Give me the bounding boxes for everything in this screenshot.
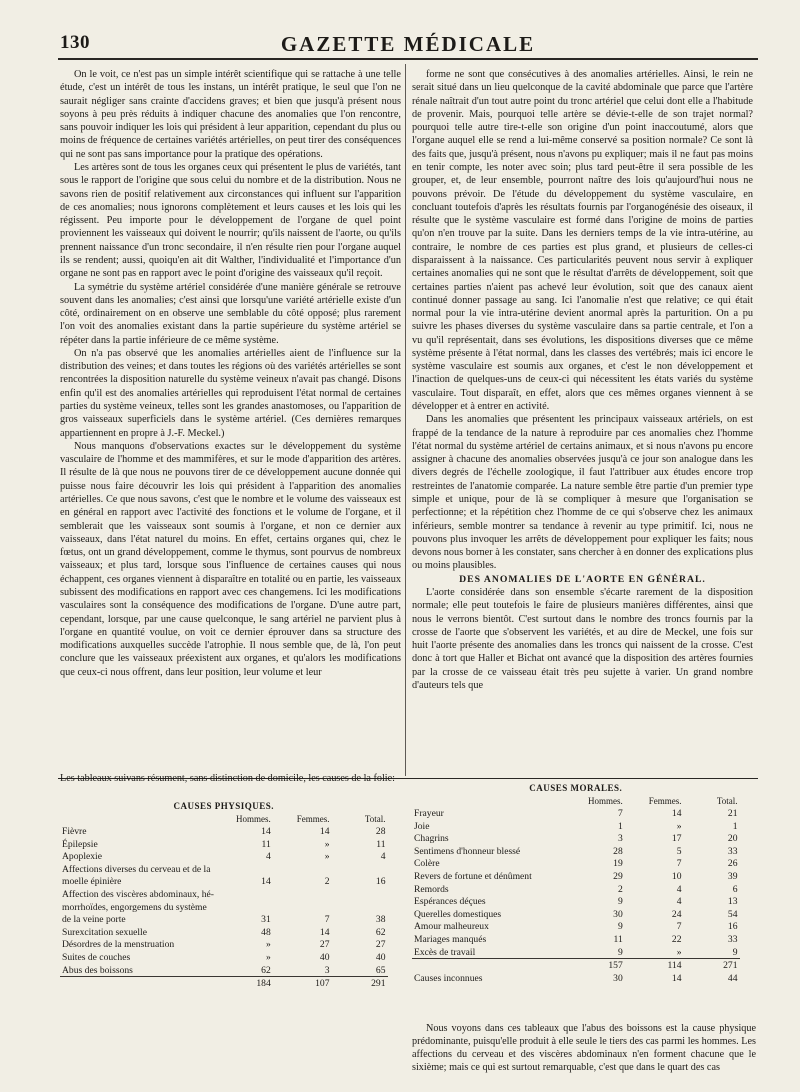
header-rule — [58, 58, 758, 60]
row-men: » — [265, 939, 271, 951]
table-row — [412, 807, 740, 820]
col-header-men: Hommes. — [236, 813, 271, 824]
row-total: 54 — [727, 908, 738, 920]
row-label: Mariages manqués — [414, 933, 487, 945]
row-sep — [684, 870, 706, 883]
row-men: 11 — [613, 933, 623, 945]
row-sep — [273, 838, 295, 851]
row-label: Querelles domestiques — [414, 908, 502, 920]
total-women: 107 — [295, 977, 332, 990]
journal-title: GAZETTE MÉDICALE — [280, 32, 536, 56]
row-women: » — [676, 946, 682, 958]
row-label: Apoplexie — [62, 851, 102, 863]
row-label: Espérances déçues — [414, 896, 486, 908]
row-sep — [684, 807, 706, 820]
row-men: 4 — [265, 851, 271, 863]
row-total: 33 — [727, 845, 738, 857]
row-total: 28 — [375, 825, 386, 837]
row-label: Affection des viscères abdominaux, hé- — [62, 888, 214, 900]
row-label: morrhoïdes, engorgemens du système — [62, 901, 207, 913]
row-men: 14 — [261, 825, 271, 837]
row-sep — [625, 946, 647, 959]
total-women: 114 — [647, 959, 684, 972]
row-sep — [684, 933, 706, 946]
total-all: 291 — [354, 977, 388, 990]
row-sep — [273, 876, 295, 889]
row-total: 27 — [375, 939, 386, 951]
table-row — [60, 838, 388, 851]
row-sep — [625, 895, 647, 908]
table-row — [60, 888, 388, 901]
row-label: Désordres de la menstruation — [62, 939, 175, 951]
row-men: 9 — [617, 896, 623, 908]
row-sep — [273, 850, 295, 863]
paragraph: Nous manquons d'observations exactes sur le développement du système vasculaire de l'homme et des mammifères, et sur le mode d'apparition des artères. Il résulte de là que nous ne pouvons tirer de ce développement aucune donnée qui puisse nous faire découvrir les lois qui président à l'apparition des anomalies artérielles. Ce que nous savons, c'est que le nombre et le volume des vaisseaux est en général en rapport avec l'activité des fonctions et le volume de l'organe, et il semblerait que les vaisseaux sont soumis à l'organe, et non ce dernier aux vaisseaux, dans l'état naturel du moins. En effet, certains organes qui, chez le fœtus, ont un grand développement, comme le thymus, sont pourvus de nombreux vaisseaux; et plus tard, lorsque sous l'influence de certaines causes qui nous échappent, ces organes viennent à disparaître en totalité ou en partie, les vaisseaux subissent des modifications en rapport avec ces changemens. Ici les modifications vasculaires sont la conséquence des modifications de l'organe. D'une autre part, cependant, lorsque, par une cause quelconque, le sang artériel ne parvient plus à l'organe en quantité voulue, on voit ce dernier éprouver dans sa structure des modifications auxquelles succède l'atrophie. Il nous semble que, de là, l'on peut conclure que les vaisseaux préexistent aux organes, et qu'alors les modifications que ceux-ci nous offrent, dans leur position, leur volume et leur — [60, 440, 401, 678]
row-total: 33 — [727, 933, 738, 945]
table-row — [412, 845, 740, 858]
row-total: 6 — [732, 883, 738, 895]
row-label: Épilepsie — [62, 838, 98, 850]
row-total — [354, 863, 388, 876]
row-sep — [625, 832, 647, 845]
row-label: Remords — [414, 883, 449, 895]
row-men — [234, 901, 273, 914]
row-sep — [273, 926, 295, 939]
tables-conclusion: Nous voyons dans ces tableaux que l'abus des boissons est la cause physique prédominante, puisqu'elle produit à elle seule le tiers des cas parmi les hommes. Les affections du cerveau et des viscères abdominaux n'en forment chacune que le sixième; mais ce qui est surtout remarquable, c'est que dans le quart des cas — [412, 1023, 756, 1073]
row-sep — [625, 921, 647, 934]
row-women: 22 — [671, 933, 682, 945]
row-men: 9 — [617, 946, 623, 958]
row-women: 7 — [676, 921, 682, 933]
physical-causes-table — [60, 800, 388, 990]
row-sep — [273, 964, 295, 977]
row-women: 27 — [319, 939, 330, 951]
row-sep — [684, 832, 706, 845]
row-total: 16 — [375, 876, 386, 888]
row-sep — [273, 951, 295, 964]
table-caption: CAUSES MORALES. — [529, 783, 623, 794]
row-women: 4 — [676, 896, 682, 908]
paragraph: On n'a pas observé que les anomalies artérielles aient de l'influence sur la distribution des veines; et dans toutes les régions où des variétés artérielles se sont rencontrées la disposition naturelle du système veineux n'avait pas changé. Disons enfin qu'il est des anomalies artérielles qui reproduisent l'état normal de certaines parties du système veineux, telles sont les grandes anastomoses, ou l'apparition de gros vaisseaux superficiels dans le système artériel. (Ces dernières remarques appartiennent en propre à J.-F. Meckel.) — [60, 347, 401, 439]
row-total: 39 — [727, 870, 738, 882]
row-women: 14 — [319, 926, 330, 938]
row-men: 14 — [261, 876, 271, 888]
paragraph: On le voit, ce n'est pas un simple intérêt scientifique qui se rattache à une telle étude, c'est un intérêt de tous les instans, un intérêt pratique, le seul que l'on ne saurait négliger sans crainte d'accidens graves; et bien que jusqu'à présent nous soyons à peu près réduits à indiquer chacune des anomalies que l'on rencontre, sans pouvoir indiquer les lois qui président à leur apparition, cependant du plus ou moins de fréquence de certaines variétés artérielles, on peut tirer des conséquences qui ne sont pas sans importance pour la pratique des opérations. — [60, 69, 401, 160]
unknown-total: 44 — [727, 972, 738, 984]
row-sep — [625, 883, 647, 896]
row-sep — [684, 908, 706, 921]
total-men: 157 — [586, 959, 625, 972]
row-men — [234, 888, 273, 901]
table-row — [60, 951, 388, 964]
row-sep — [625, 858, 647, 871]
paragraph: La symétrie du système artériel considérée d'une manière générale se retrouve souvent dans les anomalies; c'est ainsi que lorsqu'une variété artérielle existe d'un côté, ordinairement on en observe une semblable du côté opposé; plus rarement l'on voit des anomalies existant dans la partie supérieure du système artériel se répéter dans la partie inférieure de ce même système. — [60, 281, 401, 346]
table-row — [60, 863, 388, 876]
row-total: 20 — [727, 833, 738, 845]
row-men: 3 — [617, 833, 623, 845]
row-women: 17 — [671, 833, 682, 845]
row-label: Excès de travail — [414, 946, 476, 958]
right-column — [412, 68, 753, 776]
row-sep — [273, 901, 295, 914]
table-row — [412, 895, 740, 908]
row-men: » — [265, 951, 271, 963]
row-men: 28 — [613, 845, 623, 857]
row-label: moelle épinière — [62, 876, 122, 888]
row-total: 38 — [375, 914, 386, 926]
table-row — [60, 939, 388, 952]
row-men: 11 — [261, 838, 271, 850]
table-row — [412, 832, 740, 845]
row-total — [354, 888, 388, 901]
row-women: » — [324, 838, 330, 850]
row-sep — [684, 921, 706, 934]
row-sep — [332, 876, 354, 889]
row-total: 40 — [375, 951, 386, 963]
row-sep — [332, 901, 354, 914]
row-sep — [684, 883, 706, 896]
row-women: 40 — [319, 951, 330, 963]
unknown-causes-label: Causes inconnues — [414, 972, 483, 984]
total-men: 184 — [234, 977, 273, 990]
row-men: 19 — [613, 858, 623, 870]
row-sep — [273, 939, 295, 952]
page-header — [58, 30, 758, 58]
unknown-women: 14 — [671, 972, 682, 984]
row-sep — [625, 845, 647, 858]
row-total: 65 — [375, 964, 386, 976]
row-total: 21 — [727, 807, 738, 819]
row-sep — [332, 888, 354, 901]
row-women — [295, 888, 332, 901]
row-sep — [625, 820, 647, 833]
row-men: 62 — [261, 964, 271, 976]
row-sep — [273, 863, 295, 876]
page-number: 130 — [60, 32, 90, 53]
row-total: 9 — [732, 946, 738, 958]
row-sep — [273, 888, 295, 901]
table-row — [60, 913, 388, 926]
row-sep — [625, 933, 647, 946]
row-men: 9 — [617, 921, 623, 933]
row-women: 7 — [324, 914, 330, 926]
row-sep — [332, 838, 354, 851]
table-row — [60, 850, 388, 863]
row-sep — [273, 913, 295, 926]
row-men: 31 — [261, 914, 271, 926]
row-sep — [684, 895, 706, 908]
row-total: 11 — [376, 838, 386, 850]
row-sep — [625, 870, 647, 883]
row-sep — [332, 850, 354, 863]
table-row — [60, 926, 388, 939]
row-women: 4 — [676, 883, 682, 895]
row-total: 16 — [727, 921, 738, 933]
col-header-total: Total. — [364, 813, 386, 824]
row-sep — [625, 807, 647, 820]
row-sep — [332, 913, 354, 926]
row-men: 48 — [261, 926, 271, 938]
row-label: Colère — [414, 858, 440, 870]
row-men: 7 — [617, 807, 623, 819]
table-row — [60, 964, 388, 977]
table-row — [60, 825, 388, 838]
row-sep — [332, 951, 354, 964]
table-row — [60, 901, 388, 914]
col-header-total: Total. — [716, 795, 738, 806]
paragraph: Les artères sont de tous les organes ceux qui présentent le plus de variétés, tant sous le rapport de l'origine que sous celui du nombre et de la distribution. Nous ne savons rien de positif relativement aux circonstances qui influent sur l'apparition de ces anomalies; nous ignorons complètement et leurs causes et les lois qui les régissent. Peu importe pour le développement de l'organe de quel point proviennent les vaisseaux qui doivent le nourrir; qu'ils naissent de l'aorte, ou qu'ils prennent naissance d'un tronc secondaire, il n'en résulte rien pour l'organe auquel ils se rendent; aussi, quoiqu'en ait dit Walther, l'individualité et l'importance d'un organe ne sont pas en rapport avec le point d'origine des vaisseaux qu'il reçoit. — [60, 161, 401, 280]
table-caption: CAUSES PHYSIQUES. — [173, 801, 275, 812]
row-sep — [684, 946, 706, 959]
row-women: » — [676, 820, 682, 832]
row-label: Affections diverses du cerveau et de la — [62, 863, 211, 875]
row-sep — [332, 964, 354, 977]
row-men: 29 — [613, 870, 623, 882]
row-sep — [273, 825, 295, 838]
row-women: » — [324, 851, 330, 863]
row-sep — [332, 926, 354, 939]
row-women: 10 — [671, 870, 682, 882]
row-sep — [684, 820, 706, 833]
row-label: Revers de fortune et dénûment — [414, 870, 532, 882]
col-header-women: Femmes. — [648, 795, 682, 806]
row-total: 1 — [732, 820, 738, 832]
row-label: Sentimens d'honneur blessé — [414, 845, 521, 857]
row-total: 62 — [375, 926, 386, 938]
row-women — [295, 901, 332, 914]
unknown-men: 30 — [613, 972, 623, 984]
row-label: Chagrins — [414, 833, 449, 845]
column-divider — [405, 64, 406, 776]
row-sep — [625, 908, 647, 921]
table-row — [412, 820, 740, 833]
tables-intro: Les tableaux suivans résument, sans distinction de domicile, les causes de la folie: — [60, 773, 395, 784]
row-women: 14 — [671, 807, 682, 819]
row-label: Fièvre — [62, 825, 87, 837]
row-label: Frayeur — [414, 807, 444, 819]
row-men: 1 — [617, 820, 623, 832]
row-women: 5 — [676, 845, 682, 857]
row-men: 2 — [617, 883, 623, 895]
row-total: 26 — [727, 858, 738, 870]
row-men: 30 — [613, 908, 623, 920]
row-women: 2 — [324, 876, 330, 888]
table-row — [412, 946, 740, 959]
row-label: Abus des boissons — [62, 964, 133, 976]
table-row — [412, 883, 740, 896]
row-label: Surexcitation sexuelle — [62, 926, 147, 938]
table-row — [412, 921, 740, 934]
row-men — [234, 863, 273, 876]
row-label: Suites de couches — [62, 951, 131, 963]
row-women — [295, 863, 332, 876]
row-label: Joie — [414, 820, 430, 832]
row-total: 4 — [380, 851, 386, 863]
row-total — [354, 901, 388, 914]
table-row — [412, 933, 740, 946]
row-label: Amour malheureux — [414, 921, 489, 933]
row-women: 24 — [671, 908, 682, 920]
paragraph: forme ne sont que consécutives à des anomalies artérielles. Ainsi, le rein ne serait situé dans un lieu quelconque de la cavité abdominale que parce que l'artère rénale naîtrait d'un tout autre point du tronc artériel que celui dont elle a l'habitude de provenir. Mais, pourquoi telle artère se dévie-t-elle de son trajet normal? pourquoi telle autre tire-t-elle son origine d'un point inaccoutumé, alors que l'organe auquel elle se rend a lui-même conservé sa position normale? Ce sont là des faits que, jusqu'à présent, nous n'avons pu expliquer; mais il ne faut pas moins en tenir compte, les noter avec soin; plus tard peut-être il sera possible de les grouper, et, de leur ensemble, pourront naître des lois qu'aujourd'hui nous ne pouvons prévoir. De l'étude du développement du système vasculaire, en concluant toutefois d'après les résultats fournis par l'organogénésie des oiseaux, il résulte que le système vasculaire est formé dans l'origine de moins de parties qu'on n'en trouve par la suite. Dans les derniers temps de la vie intra-utérine, au contraire, le nombre de ces parties est plus grand, et plusieurs de celles-ci disparaissent à la naissance. Ces particularités peuvent nous servir à expliquer certaines anomalies qui ne sont que le résultat d'arrêts de développement, soit que certaines parties n'aient pas achevé leur évolution, soit que des canaux aient continué donner passage au sang. Ici l'anomalie n'est que relative; ce qui était normal pour la vie intra-utérine devient anormal après la parturition. On a pu suivre les phases diverses du système vasculaire dans sa partie centrale, et l'on a vu qu'il représentait, dans ses évolutions, les dispositions diverses que ce même système présente à l'état normal, dans les classes des vertébrés; mais ici encore le système vasculaire est soumis aux organes, et c'est le non développement et l'inaction de quelques-uns de ceux-ci qui nécessitent les états variés du système vasculaire. Tout disparaît, en effet, alors que ces mêmes organes viennent à se développer et à entrer en activité. — [412, 69, 753, 413]
row-label: de la veine porte — [62, 914, 126, 926]
table-row — [412, 870, 740, 883]
row-sep — [332, 863, 354, 876]
col-header-men: Hommes. — [588, 795, 623, 806]
table-row — [60, 876, 388, 889]
table-row — [412, 858, 740, 871]
row-women: 7 — [676, 858, 682, 870]
row-women: 3 — [324, 964, 330, 976]
section-heading: DES ANOMALIES DE L'AORTE EN GÉNÉRAL. — [459, 573, 706, 585]
table-row — [412, 908, 740, 921]
row-sep — [684, 845, 706, 858]
row-total: 13 — [727, 896, 738, 908]
row-sep — [332, 825, 354, 838]
total-all: 271 — [706, 959, 740, 972]
row-women: 14 — [319, 825, 330, 837]
row-sep — [332, 939, 354, 952]
col-header-women: Femmes. — [296, 813, 330, 824]
left-column — [60, 68, 401, 770]
paragraph: L'aorte considérée dans son ensemble s'écarte rarement de la disposition normale; elle peut toutefois le faire de plusieurs manières différentes, ainsi que nous le verrons bientôt. C'est surtout dans le nombre des troncs fournis par la crosse de l'aorte que s'observent les variétés, et au dire de Meckel, une fois sur huit l'aorte présente des anomalies dans les troncs qui naissent de la crosse. C'est donc à tort que Haller et Bichat ont avancé que la disposition des artères fournies par la crosse de ce vaisseau était très peu sujette à varier. Un grand nombre d'auteurs tels que — [412, 586, 753, 691]
moral-causes-table — [412, 782, 740, 985]
paragraph: Dans les anomalies que présentent les principaux vaisseaux artériels, on est frappé de la tendance de la nature à reproduire par ces anomalies chez l'homme l'état normal du système artériel de certains animaux, et si nous n'avons pu encore assigner à chacune des anomalies observées jusqu'à ce jour son analogue dans les divers degrés de l'échelle zoologique, il faut l'attribuer aux études encore trop restreintes de l'anatomie comparée. La nature semble être partie d'un premier type simple et unique, pour de là se compliquer à mesure que l'organisation se perfectionne; et la répétition chez l'homme de ce qui s'observe chez les animaux inférieurs, semble montrer sa tendance à revenir au type primitif. Ici, nous ne pouvons plus invoquer les arrêts de développement pour expliquer les faits; nous devons nous borner à les constater, sans chercher à en donner des explications plus ou moins plausibles. — [412, 414, 753, 572]
row-sep — [684, 858, 706, 871]
